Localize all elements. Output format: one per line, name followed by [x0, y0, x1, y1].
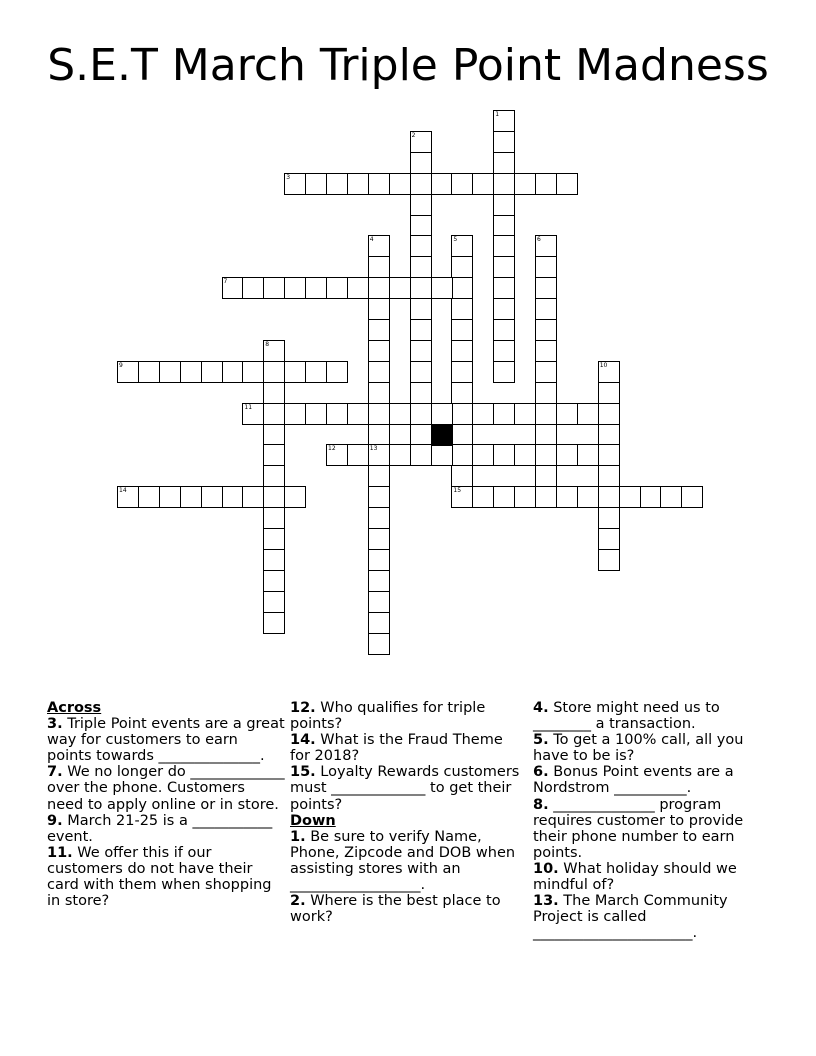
across-clue-9: 9. March 21-25 is a ___________ event. [47, 812, 273, 845]
grid-cell[interactable] [368, 235, 390, 257]
grid-cell[interactable] [284, 173, 306, 195]
cell-number: 3 [286, 173, 291, 181]
cell-number: 8 [265, 340, 270, 348]
grid-cell[interactable] [242, 403, 264, 425]
grid-cell[interactable] [117, 486, 139, 508]
grid-cell[interactable] [263, 444, 285, 466]
grid-cell[interactable] [556, 486, 578, 508]
grid-cell[interactable] [368, 424, 390, 446]
grid-cell[interactable] [410, 403, 432, 425]
grid-cell[interactable] [451, 235, 473, 257]
down-clue-4: 4. Store might need us to ________ a transaction. [533, 700, 720, 733]
across-clue-3: 3. Triple Point events are a great way for customers to earn points towards ______________. [47, 716, 285, 765]
grid-cell[interactable] [263, 486, 285, 508]
grid-cell[interactable] [598, 424, 620, 446]
grid-cell[interactable] [535, 235, 557, 257]
grid-cell[interactable] [263, 424, 285, 446]
grid-cell[interactable] [535, 465, 557, 487]
grid-cell[interactable] [263, 340, 285, 362]
grid-cell[interactable] [368, 256, 390, 278]
grid-cell[interactable] [138, 486, 160, 508]
grid-cell[interactable] [556, 444, 578, 466]
grid-cell[interactable] [368, 465, 390, 487]
grid-cell[interactable] [368, 403, 390, 425]
grid-cell[interactable] [535, 361, 557, 383]
grid-cell[interactable] [180, 486, 202, 508]
grid-cell[interactable] [493, 194, 515, 216]
grid-cell[interactable] [389, 444, 411, 466]
grid-cell[interactable] [410, 215, 432, 237]
grid-cell[interactable] [368, 591, 390, 613]
grid-cell[interactable] [640, 486, 662, 508]
grid-cell[interactable] [472, 486, 494, 508]
grid-cell[interactable] [451, 298, 473, 320]
grid-cell[interactable] [493, 403, 515, 425]
grid-cell[interactable] [535, 403, 557, 425]
cell-number: 7 [223, 278, 228, 286]
grid-cell[interactable] [305, 403, 327, 425]
grid-cell[interactable] [138, 361, 160, 383]
grid-cell[interactable] [159, 361, 181, 383]
grid-cell[interactable] [535, 173, 557, 195]
grid-cell[interactable] [347, 277, 369, 299]
grid-cell[interactable] [326, 403, 348, 425]
cell-number: 13 [369, 445, 378, 453]
grid-cell[interactable] [451, 465, 473, 487]
grid-cell[interactable] [263, 361, 285, 383]
grid-cell[interactable] [598, 549, 620, 571]
grid-cell[interactable] [222, 361, 244, 383]
grid-cell[interactable] [451, 256, 473, 278]
grid-cell[interactable] [284, 403, 306, 425]
grid-cell[interactable] [368, 549, 390, 571]
cell-number: 1 [495, 111, 500, 118]
grid-cell[interactable] [410, 277, 432, 299]
grid-cell[interactable] [472, 403, 494, 425]
grid-cell[interactable] [535, 319, 557, 341]
grid-cell[interactable] [305, 277, 327, 299]
grid-cell[interactable] [159, 486, 181, 508]
cell-number: 2 [411, 131, 416, 139]
grid-cell[interactable] [389, 277, 411, 299]
grid-cell[interactable] [368, 444, 390, 466]
grid-cell[interactable] [535, 424, 557, 446]
grid-cell[interactable] [493, 486, 515, 508]
grid-cell[interactable] [493, 444, 515, 466]
grid-cell[interactable] [389, 403, 411, 425]
grid-cell[interactable] [347, 444, 369, 466]
grid-cell[interactable] [493, 277, 515, 299]
grid-cell[interactable] [535, 486, 557, 508]
grid-cell[interactable] [263, 507, 285, 529]
grid-cell[interactable] [263, 465, 285, 487]
down-clue-1: 1. Be sure to verify Name, Phone, Zipcode and DOB when assisting stores with an __________________. [290, 828, 516, 894]
grid-cell[interactable] [347, 403, 369, 425]
grid-cell[interactable] [535, 340, 557, 362]
grid-cell[interactable] [535, 256, 557, 278]
black-square [431, 424, 453, 446]
grid-cell[interactable] [451, 424, 473, 446]
grid-cell[interactable] [493, 152, 515, 174]
grid-cell[interactable] [242, 277, 264, 299]
across-clue-14: 14. What is the Fraud Theme for 2018? [290, 732, 503, 765]
grid-cell[interactable] [305, 361, 327, 383]
grid-cell[interactable] [368, 361, 390, 383]
across-clue-15: 15. Loyalty Rewards customers must _____________ to get their points? [290, 764, 520, 813]
grid-cell[interactable] [681, 486, 703, 508]
grid-cell[interactable] [410, 361, 432, 383]
grid-cell[interactable] [368, 570, 390, 592]
clue-column-3 [533, 700, 759, 941]
grid-cell[interactable] [493, 235, 515, 257]
grid-cell[interactable] [222, 486, 244, 508]
grid-cell[interactable] [577, 444, 599, 466]
grid-cell[interactable] [410, 319, 432, 341]
across-clue-11: 11. We offer this if our customers do not have their card with them when shopping in store? [47, 844, 272, 910]
grid-cell[interactable] [326, 444, 348, 466]
across-clue-12: 12. Who qualifies for triple points? [290, 700, 486, 733]
grid-cell[interactable] [326, 277, 348, 299]
grid-cell[interactable] [410, 131, 432, 153]
grid-cell[interactable] [263, 612, 285, 634]
grid-cell[interactable] [535, 298, 557, 320]
grid-cell[interactable] [410, 340, 432, 362]
grid-cell[interactable] [451, 382, 473, 404]
grid-cell[interactable] [619, 486, 641, 508]
down-clue-5: 5. To get a 100% call, all you have to be is? [533, 732, 744, 765]
grid-cell[interactable] [410, 235, 432, 257]
grid-cell[interactable] [577, 403, 599, 425]
grid-cell[interactable] [326, 361, 348, 383]
down-clue-8: 8. ______________ program requires customer to provide their phone number to earn points. [533, 796, 744, 861]
down-clue-6: 6. Bonus Point events are a Nordstrom __________. [533, 764, 734, 797]
grid-cell[interactable] [493, 215, 515, 237]
grid-cell[interactable] [598, 507, 620, 529]
clue-column-2 [290, 700, 526, 925]
grid-cell[interactable] [368, 528, 390, 550]
grid-cell[interactable] [493, 173, 515, 195]
grid-cell[interactable] [514, 486, 536, 508]
grid-cell[interactable] [368, 277, 390, 299]
grid-cell[interactable] [451, 277, 473, 299]
grid-cell[interactable] [242, 486, 264, 508]
grid-cell[interactable] [598, 361, 620, 383]
grid-cell[interactable] [180, 361, 202, 383]
grid-cell[interactable] [263, 591, 285, 613]
grid-cell[interactable] [326, 173, 348, 195]
down-clue-13: 13. The March Community Project is called ______________________. [533, 893, 728, 942]
grid-cell[interactable] [493, 340, 515, 362]
grid-cell[interactable] [284, 361, 306, 383]
grid-cell[interactable] [451, 444, 473, 466]
grid-cell[interactable] [263, 549, 285, 571]
grid-cell[interactable] [451, 173, 473, 195]
grid-cell[interactable] [263, 382, 285, 404]
grid-cell[interactable] [410, 444, 432, 466]
grid-cell[interactable] [389, 173, 411, 195]
grid-cell[interactable] [368, 612, 390, 634]
grid-cell[interactable] [410, 194, 432, 216]
grid-cell[interactable] [410, 382, 432, 404]
grid-cell[interactable] [305, 173, 327, 195]
grid-cell[interactable] [263, 277, 285, 299]
grid-cell[interactable] [347, 173, 369, 195]
grid-cell[interactable] [410, 152, 432, 174]
grid-cell[interactable] [535, 444, 557, 466]
grid-cell[interactable] [431, 444, 453, 466]
cell-number: 11 [244, 403, 253, 411]
across-heading: Across [47, 700, 102, 716]
grid-cell[interactable] [368, 319, 390, 341]
cell-number: 6 [537, 236, 541, 244]
grid-cell[interactable] [263, 570, 285, 592]
grid-cell[interactable] [472, 444, 494, 466]
grid-cell[interactable] [201, 361, 223, 383]
grid-cell[interactable] [493, 361, 515, 383]
grid-cell[interactable] [514, 403, 536, 425]
cell-number: 14 [119, 487, 127, 495]
clue-column-1 [47, 700, 285, 909]
grid-cell[interactable] [493, 319, 515, 341]
grid-cell[interactable] [660, 486, 682, 508]
cell-number: 5 [453, 236, 458, 244]
cell-number: 10 [599, 361, 608, 369]
grid-cell[interactable] [535, 277, 557, 299]
cell-number: 9 [119, 361, 123, 369]
grid-cell[interactable] [410, 256, 432, 278]
grid-cell[interactable] [472, 173, 494, 195]
cell-number: 4 [369, 236, 374, 244]
grid-cell[interactable] [493, 256, 515, 278]
grid-cell[interactable] [263, 403, 285, 425]
grid-cell[interactable] [493, 110, 515, 132]
grid-cell[interactable] [410, 173, 432, 195]
across-clue-7: 7. We no longer do _____________ over the phone. Customers need to apply online or in store. [47, 764, 285, 813]
grid-cell[interactable] [451, 319, 473, 341]
puzzle-title: S.E.T March Triple Point Madness [47, 40, 769, 91]
grid-cell[interactable] [451, 403, 473, 425]
grid-cell[interactable] [514, 173, 536, 195]
grid-cell[interactable] [451, 361, 473, 383]
down-clue-2: 2. Where is the best place to work? [290, 893, 501, 926]
grid-cell[interactable] [431, 173, 453, 195]
grid-cell[interactable] [410, 298, 432, 320]
grid-cell[interactable] [493, 131, 515, 153]
grid-cell[interactable] [368, 633, 390, 655]
cell-number: 12 [328, 445, 336, 453]
grid-cell[interactable] [598, 465, 620, 487]
grid-cell[interactable] [263, 528, 285, 550]
grid-cell[interactable] [117, 361, 139, 383]
grid-cell[interactable] [577, 486, 599, 508]
grid-cell[interactable] [368, 298, 390, 320]
grid-cell[interactable] [493, 298, 515, 320]
grid-cell[interactable] [410, 424, 432, 446]
grid-cell[interactable] [368, 486, 390, 508]
grid-cell[interactable] [368, 173, 390, 195]
grid-cell[interactable] [451, 340, 473, 362]
grid-cell[interactable] [368, 507, 390, 529]
grid-cell[interactable] [598, 528, 620, 550]
grid-cell[interactable] [451, 486, 473, 508]
grid-cell[interactable] [598, 403, 620, 425]
grid-cell[interactable] [598, 382, 620, 404]
grid-cell[interactable] [284, 277, 306, 299]
grid-cell[interactable] [598, 486, 620, 508]
grid-cell[interactable] [431, 277, 453, 299]
grid-cell[interactable] [598, 444, 620, 466]
grid-cell[interactable] [556, 403, 578, 425]
grid-cell[interactable] [368, 340, 390, 362]
grid-cell[interactable] [242, 361, 264, 383]
grid-cell[interactable] [514, 444, 536, 466]
grid-cell[interactable] [556, 173, 578, 195]
grid-cell[interactable] [201, 486, 223, 508]
grid-cell[interactable] [368, 382, 390, 404]
down-heading: Down [290, 812, 336, 829]
grid-cell[interactable] [535, 382, 557, 404]
grid-cell[interactable] [431, 403, 453, 425]
down-clue-10: 10. What holiday should we mindful of? [533, 860, 737, 894]
cell-number: 15 [453, 487, 462, 495]
grid-cell[interactable] [222, 277, 244, 299]
grid-cell[interactable] [284, 486, 306, 508]
